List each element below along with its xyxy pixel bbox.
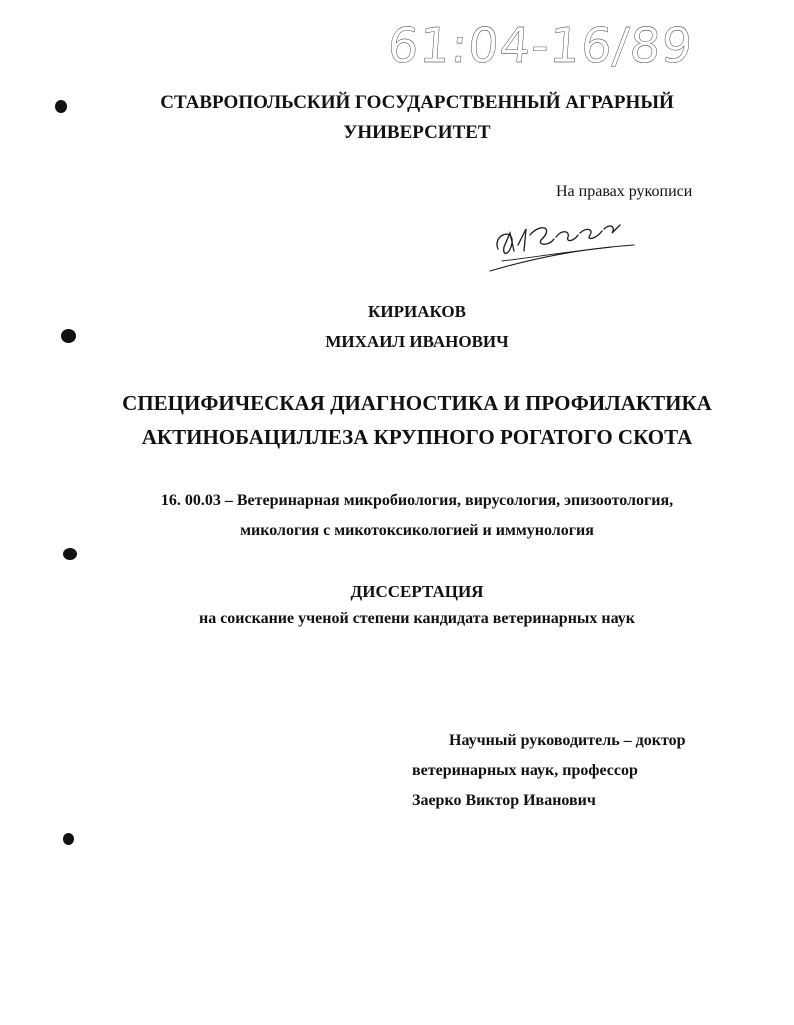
manuscript-note: На правах рукописи: [556, 183, 693, 200]
specialty-line-2: микология с микотоксикологией и иммунология: [240, 522, 594, 539]
university-line-2: УНИВЕРСИТЕТ: [343, 122, 491, 143]
supervisor-line-2: ветеринарных наук, профессор: [412, 762, 638, 779]
document-type: ДИССЕРТАЦИЯ: [350, 582, 484, 601]
author-signature: [484, 205, 654, 277]
title-line-2: АКТИНОБАЦИЛЛЕЗА КРУПНОГО РОГАТОГО СКОТА: [141, 425, 693, 449]
binder-hole-mark: [63, 548, 77, 560]
author-surname: КИРИАКОВ: [368, 302, 466, 321]
archive-stamp: 61:04-16/89: [386, 18, 695, 74]
title-line-1: СПЕЦИФИЧЕСКАЯ ДИАГНОСТИКА И ПРОФИЛАКТИКА: [122, 391, 712, 415]
author-name: МИХАИЛ ИВАНОВИЧ: [325, 332, 509, 351]
supervisor-line-1: Научный руководитель – доктор: [449, 732, 686, 749]
binder-hole-mark: [63, 833, 74, 845]
specialty-line-1: 16. 00.03 – Ветеринарная микробиология, вирусология, эпизоотология,: [160, 492, 674, 509]
university-line-1: СТАВРОПОЛЬСКИЙ ГОСУДАРСТВЕННЫЙ АГРАРНЫЙ: [160, 92, 674, 113]
degree-line: на соискание ученой степени кандидата ветеринарных наук: [198, 610, 636, 627]
supervisor-line-3: Заерко Виктор Иванович: [412, 792, 596, 809]
